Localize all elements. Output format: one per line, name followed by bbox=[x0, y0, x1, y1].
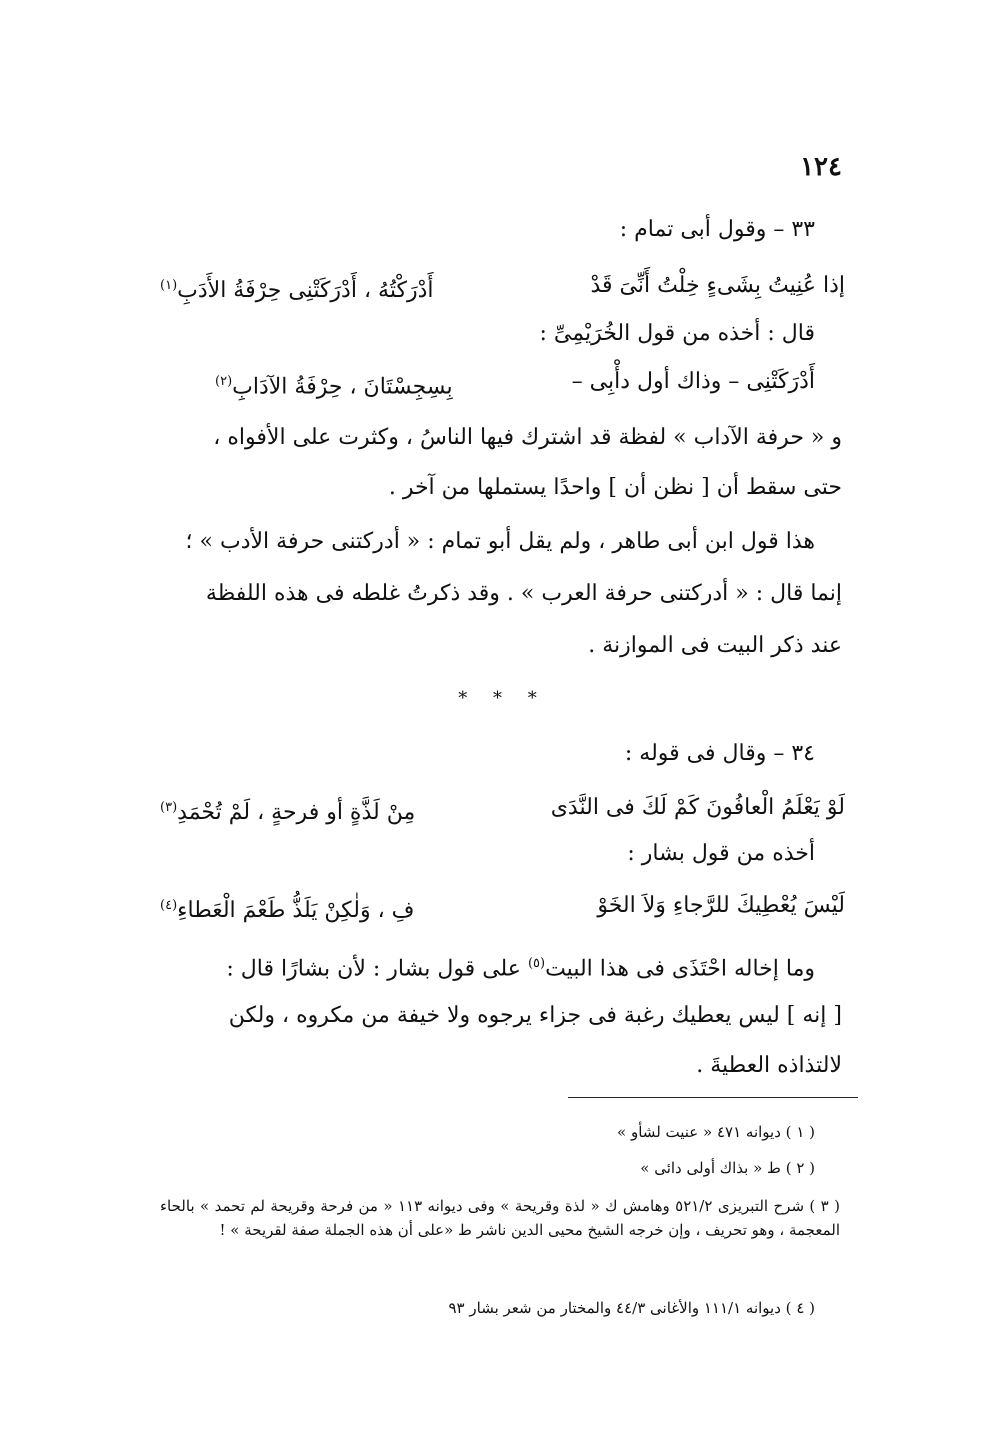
verse-hemistich-2 bbox=[215, 362, 453, 407]
section-34-verse-2 bbox=[160, 886, 845, 931]
footnote-marker: (٢) bbox=[215, 374, 233, 389]
paragraph-line: لالتذاذه العطيةَ . bbox=[696, 1053, 842, 1078]
footnote-2: ( ٢ ) ط « بذاك أولى دائى » bbox=[640, 1159, 815, 1177]
paragraph-line: عند ذكر البيت فى الموازنة . bbox=[588, 633, 842, 658]
footnote-1: ( ١ ) ديوانه ٤٧١ « عنيت لشأو » bbox=[617, 1123, 815, 1141]
paragraph-line: إنما قال : « أدركتنى حرفة العرب » . وقد ذكرتُ غلطه فى هذه اللفظة bbox=[205, 581, 842, 606]
footnote-3: ( ٣ ) شرح التبريزى ٥٢١/٢ وهامش ك « لذة وقريحة » وفى ديوانه ١١٣ « من فرحة وقريحة لم تحمد » بالحاء المعجمة ، وهو تحريف ، وإن خرجه الشيخ محيى الدين ناشر ط «على أن هذه الجملة صفة لقريحة » ! bbox=[160, 1197, 840, 1239]
footnote-4: ( ٤ ) ديوانه ١١١/١ والأغانى ٤٤/٣ والمختار من شعر بشار ٩٣ bbox=[448, 1299, 815, 1317]
footnote-marker: (٥) bbox=[527, 956, 546, 971]
verse-hemistich-2-text: أَدْرَكْتُهُ ، أَدْرَكَتْنِى حِرْفَةُ الأَدَبِ bbox=[177, 278, 434, 304]
section-34-heading: ٣٤ – وقال فى قوله : bbox=[624, 741, 815, 766]
section-33-said: قال : أخذه من قول الخُرَيْمِىِّ : bbox=[539, 321, 815, 346]
paragraph-text: على قول بشار : لأن بشارًا قال : bbox=[226, 956, 521, 982]
section-33-verse-1 bbox=[160, 266, 845, 311]
verse-hemistich-2 bbox=[160, 788, 415, 833]
verse-hemistich-2 bbox=[160, 886, 414, 931]
page-number: ١٢٤ bbox=[800, 152, 842, 182]
section-33-verse-2 bbox=[215, 362, 815, 407]
verse-hemistich-2-text: فِ ، وَلٰكِنْ يَلَذُّ طَعْمَ الْعَطاءِ bbox=[177, 898, 415, 924]
verse-hemistich-2-text: مِنْ لَذَّةٍ أو فرحةٍ ، لَمْ تُحْمَدِ bbox=[177, 800, 416, 826]
paragraph-line: هذا قول ابن أبى طاهر ، ولم يقل أبو تمام : « أدركتنى حرفة الأدب » ؛ bbox=[185, 529, 815, 554]
paragraph-line: حتى سقط أن [ نظن أن ] واحدًا يستملها من آخر . bbox=[388, 475, 842, 500]
footnote-marker: (٤) bbox=[160, 898, 178, 913]
verse-hemistich-1: لَوْ يَعْلَمُ الْعافُونَ كَمْ لَكَ فى النَّدَى bbox=[550, 795, 845, 820]
verse-hemistich-1: لَيْسَ يُعْطِيكَ للرَّجاءِ وَلاَ الخَوْ bbox=[597, 893, 845, 918]
paragraph-line bbox=[162, 946, 815, 987]
paragraph-line: [ إنه ] ليس يعطيك رغبة فى جزاء يرجوه ولا خيفة من مكروه ، ولكن bbox=[228, 1003, 842, 1028]
footnote-divider bbox=[568, 1097, 858, 1098]
paragraph-text: وما إخاله احْتَذَى فى هذا البيت bbox=[545, 956, 815, 982]
section-34-verse-1 bbox=[160, 788, 845, 833]
footnote-marker: (١) bbox=[160, 278, 178, 293]
section-34-took: أخذه من قول بشار : bbox=[627, 841, 815, 866]
verse-hemistich-1: أَدْرَكَتْنِى – وذاك أول دأْبِى – bbox=[571, 369, 815, 394]
footnote-marker: (٣) bbox=[160, 800, 178, 815]
verse-hemistich-2 bbox=[160, 266, 434, 311]
section-separator: * * * bbox=[458, 688, 547, 709]
verse-hemistich-1: إذا عُنِيتُ بِشَىءٍ خِلْتُ أَنِّىَ قَدْ bbox=[590, 273, 845, 298]
section-33-heading: ٣٣ – وقول أبى تمام : bbox=[619, 217, 815, 242]
paragraph-line: و « حرفة الآداب » لفظة قد اشترك فيها الناسُ ، وكثرت على الأفواه ، bbox=[213, 425, 842, 450]
verse-hemistich-2-text: بِسِجِسْتَانَ ، حِرْفَةُ الآدَابِ bbox=[232, 374, 453, 400]
